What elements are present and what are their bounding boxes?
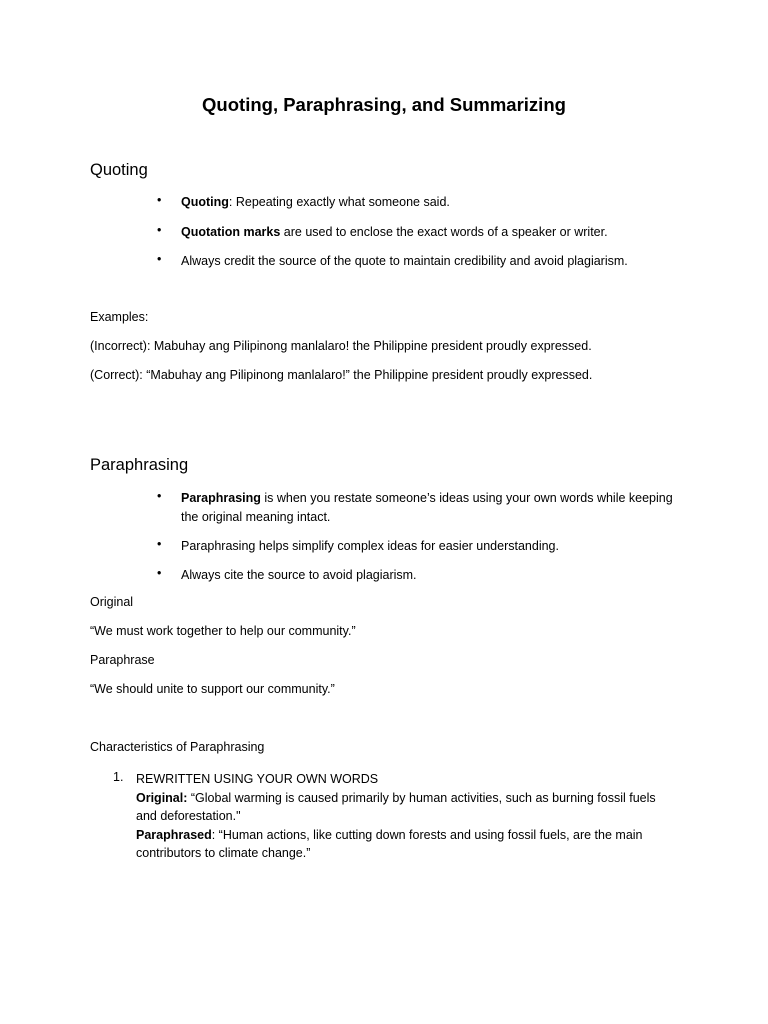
paraphrase-label: Paraphrase <box>90 653 155 667</box>
original-inline-text: “Global warming is caused primarily by human activities, such as burning fossil fuels and deforestation." <box>136 790 656 823</box>
bullet-marker: • <box>157 223 162 237</box>
bullet-bold-term: Quoting <box>181 195 229 209</box>
bullet-bold-term: Quotation marks <box>181 225 281 239</box>
list-item-number: 1. <box>113 770 124 784</box>
example-incorrect: (Incorrect): Mabuhay ang Pilipinong manlalaro! the Philippine president proudly expressed. <box>90 339 592 353</box>
bullet-text: is when you restate someone’s ideas using your own words while keeping the original meaning intact. <box>181 491 673 524</box>
bullet-text: Always cite the source to avoid plagiarism. <box>181 568 417 582</box>
original-inline-label: Original: <box>136 790 188 805</box>
examples-label: Examples: <box>90 310 149 324</box>
characteristic-paraphrased <box>136 826 676 863</box>
bullet-item-simplify <box>181 537 681 556</box>
characteristic-title: REWRITTEN USING YOUR OWN WORDS <box>136 772 379 786</box>
characteristic-original <box>136 789 676 826</box>
bullet-marker: • <box>157 566 162 580</box>
bullet-text: Always credit the source of the quote to maintain credibility and avoid plagiarism. <box>181 254 628 268</box>
bullet-item-cite-source <box>181 566 681 585</box>
document-title: Quoting, Paraphrasing, and Summarizing <box>202 94 566 115</box>
bullet-marker: • <box>157 252 162 266</box>
original-label: Original <box>90 595 134 609</box>
paraphrased-inline-label: Paraphrased <box>136 827 212 842</box>
bullet-text: : Repeating exactly what someone said. <box>228 195 450 209</box>
original-quote: “We must work together to help our community.” <box>90 624 356 638</box>
paraphrase-quote: “We should unite to support our community.” <box>90 682 335 696</box>
bullet-marker: • <box>157 489 162 503</box>
section-heading-paraphrasing: Paraphrasing <box>90 456 189 474</box>
bullet-text: are used to enclose the exact words of a speaker or writer. <box>280 225 608 239</box>
bullet-marker: • <box>157 193 162 207</box>
paraphrased-inline-text: : “Human actions, like cutting down forests and using fossil fuels, are the main contributors to climate change.” <box>136 827 643 860</box>
section-heading-quoting: Quoting <box>90 161 148 179</box>
bullet-item-paraphrasing-definition <box>181 489 681 527</box>
characteristic-item <box>136 770 676 863</box>
bullet-item-quoting-definition <box>181 193 681 212</box>
bullet-item-quotation-marks <box>181 223 681 242</box>
bullet-bold-term: Paraphrasing <box>181 491 261 505</box>
example-correct: (Correct): “Mabuhay ang Pilipinong manlalaro!” the Philippine president proudly expressed. <box>90 368 593 382</box>
characteristics-label: Characteristics of Paraphrasing <box>90 740 265 754</box>
bullet-text: Paraphrasing helps simplify complex ideas for easier understanding. <box>181 539 559 553</box>
bullet-item-credit-source <box>181 252 681 271</box>
bullet-marker: • <box>157 537 162 551</box>
